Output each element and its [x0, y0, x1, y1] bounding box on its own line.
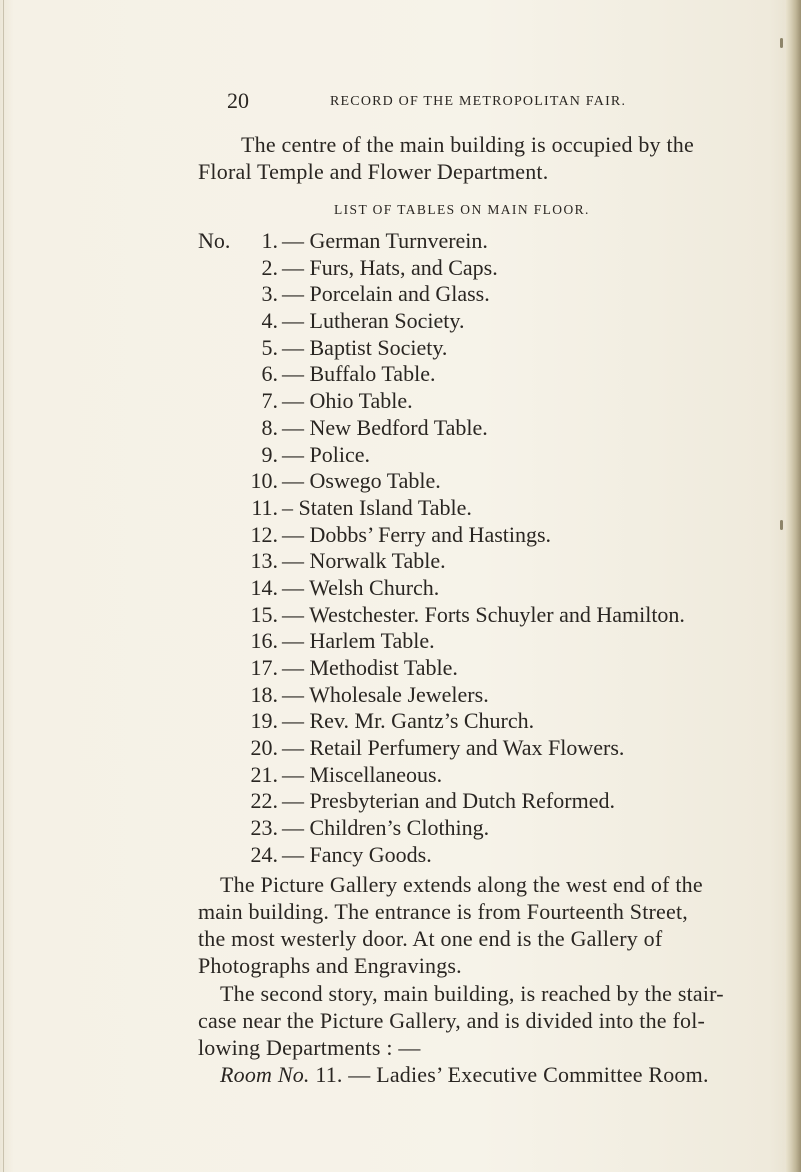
- list-item-name: — Rev. Mr. Gantz’s Church.: [282, 708, 535, 734]
- gutter-mark: [780, 38, 783, 48]
- list-item-number: 15.: [250, 601, 278, 627]
- list-item-name: — Fancy Goods.: [282, 841, 432, 867]
- list-item-number: 11.: [251, 494, 278, 520]
- list-item: [198, 442, 778, 469]
- list-item-number: 12.: [250, 521, 278, 547]
- second-story-line-3: lowing Departments : —: [198, 1035, 421, 1060]
- page-header: [0, 88, 801, 118]
- list-item-name: — Children’s Clothing.: [282, 815, 490, 841]
- list-item-name: — German Turnverein.: [282, 228, 488, 253]
- second-story-line-1: The second story, main building, is reached by the stair-: [220, 981, 724, 1006]
- page-number: 20: [227, 88, 249, 113]
- list-item-name: — Presbyterian and Dutch Reformed.: [282, 788, 615, 814]
- list-item: [198, 788, 778, 815]
- intro-line-2: Floral Temple and Flower Department.: [198, 159, 549, 184]
- list-item-name: — Welsh Church.: [282, 574, 440, 600]
- list-item: [198, 735, 778, 762]
- list-item-name: — Furs, Hats, and Caps.: [282, 254, 498, 280]
- list-item-number: 1.: [261, 228, 278, 253]
- list-prefix: No.: [198, 228, 231, 253]
- list-item-name: — Wholesale Jewelers.: [282, 681, 489, 707]
- list-title: LIST OF TABLES ON MAIN FLOOR.: [334, 202, 590, 217]
- list-item-number: 13.: [250, 548, 278, 574]
- list-item-name: — Norwalk Table.: [282, 548, 446, 574]
- list-item-name: — Police.: [282, 441, 370, 467]
- list-item-number: 20.: [250, 735, 278, 761]
- list-item-number: 6.: [261, 361, 278, 387]
- list-item-name: – Staten Island Table.: [282, 494, 472, 520]
- list-item-number: 2.: [261, 254, 278, 280]
- gutter-mark: [780, 520, 783, 530]
- list-item-name: — Miscellaneous.: [282, 761, 443, 787]
- gallery-line-4: Photographs and Engravings.: [198, 953, 462, 978]
- list-item: [198, 548, 778, 575]
- list-item-name: — Westchester. Forts Schuyler and Hamilton.: [282, 601, 685, 627]
- running-head: RECORD OF THE METROPOLITAN FAIR.: [330, 94, 627, 109]
- room-entry: [220, 1061, 709, 1088]
- list-item: [198, 682, 778, 709]
- list-item-number: 7.: [261, 388, 278, 414]
- tables-list: [198, 228, 778, 869]
- list-item: [198, 522, 778, 549]
- list-item: [198, 281, 778, 308]
- list-item: [198, 255, 778, 282]
- list-item-name: — Retail Perfumery and Wax Flowers.: [282, 735, 625, 761]
- list-item-number: 21.: [250, 761, 278, 787]
- list-item: [198, 655, 778, 682]
- list-item-number: 9.: [261, 441, 278, 467]
- list-item: [198, 388, 778, 415]
- list-item: [198, 415, 778, 442]
- list-item-name: — Porcelain and Glass.: [282, 281, 490, 307]
- book-gutter: [786, 0, 801, 1172]
- list-item-name: — Lutheran Society.: [282, 308, 465, 334]
- list-item-number: 18.: [250, 681, 278, 707]
- gallery-line-1: The Picture Gallery extends along the west end of the: [220, 872, 703, 897]
- list-item: [198, 815, 778, 842]
- left-page-edge: [3, 0, 4, 1172]
- list-item-name: — Methodist Table.: [282, 655, 458, 680]
- list-item-name: — Buffalo Table.: [282, 361, 436, 387]
- list-item: [198, 708, 778, 735]
- list-item-number: 23.: [250, 815, 278, 841]
- list-item-name: — Baptist Society.: [282, 334, 448, 360]
- list-item-name: — Harlem Table.: [282, 628, 435, 654]
- list-item-name: — Ohio Table.: [282, 388, 413, 414]
- room-label: Room No.: [220, 1062, 310, 1087]
- gallery-line-2: main building. The entrance is from Fourteenth Street,: [198, 899, 688, 924]
- list-item-number: 5.: [261, 334, 278, 360]
- list-item: [198, 361, 778, 388]
- room-text: 11. — Ladies’ Executive Committee Room.: [315, 1062, 709, 1087]
- list-item-number: 14.: [250, 574, 278, 600]
- list-item-number: 22.: [250, 788, 278, 814]
- list-item: [198, 842, 778, 869]
- list-item-number: 19.: [250, 708, 278, 734]
- list-item: [198, 308, 778, 335]
- list-item: [198, 762, 778, 789]
- list-item-number: 24.: [250, 841, 278, 867]
- list-item-number: 4.: [261, 308, 278, 334]
- list-item-name: — Dobbs’ Ferry and Hastings.: [282, 521, 552, 547]
- list-item-number: 10.: [250, 468, 278, 494]
- second-story-line-2: case near the Picture Gallery, and is divided into the fol-: [198, 1008, 706, 1033]
- list-item-name: — Oswego Table.: [282, 468, 441, 494]
- list-item: [198, 335, 778, 362]
- list-item: [198, 468, 778, 495]
- list-item-number: 16.: [250, 628, 278, 654]
- list-item: [198, 495, 778, 522]
- list-item: [198, 228, 778, 255]
- list-item-number: 17.: [250, 655, 278, 680]
- list-item-name: — New Bedford Table.: [282, 414, 488, 440]
- list-item-number: 3.: [261, 281, 278, 307]
- list-item: [198, 628, 778, 655]
- gallery-line-3: the most westerly door. At one end is the Gallery of: [198, 926, 663, 951]
- intro-line-1: The centre of the main building is occupied by the: [241, 132, 694, 157]
- list-item: [198, 602, 778, 629]
- list-item: [198, 575, 778, 602]
- list-item-number: 8.: [261, 414, 278, 440]
